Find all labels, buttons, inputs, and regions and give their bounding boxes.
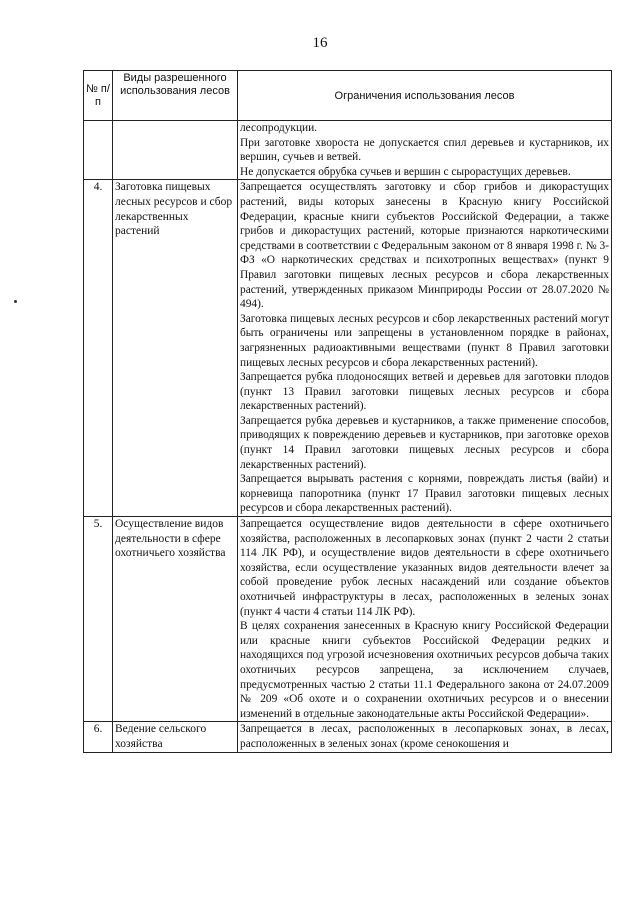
restriction-paragraph: Запрещается осуществлять заготовку и сбор грибов и дикорастущих растений, виды которых занесены в Красную книгу Российской Федерации, красные книги субъектов Российской Федерации, а также грибов и дикорастущих растений, которые признаются наркотическими средствами в соответствии с Федеральным законом от 8 января 1998 г. № 3-ФЗ «О наркотических средствах и психотропных веществах» (пункт 9 Правил заготовки пищевых лесных ресурсов и сбора лекарственных растений, утвержденных приказом Минприроды России от 28.07.2020 № 494). xyxy=(240,181,609,311)
restriction-paragraph: Заготовка пищевых лесных ресурсов и сбор лекарственных растений могут быть ограничены или запрещены в установленном порядке в районах, загрязненных радиоактивными веществами (пункт 8 Правил заготовки пищевых лесных ресурсов и сбора лекарственных растений). xyxy=(240,312,609,369)
header-num: № п/п xyxy=(84,71,113,121)
row-kind: Ведение сельского хозяйства xyxy=(113,722,238,752)
restriction-paragraph: Запрещается рубка плодоносящих ветвей и деревьев для заготовки плодов (пункт 13 Правил заготовки пищевых лесных ресурсов и сбора лекарственных растений). xyxy=(240,371,609,413)
restriction-paragraph: Не допускается обрубка сучьев и вершин с сырорастущих деревьев. xyxy=(240,165,571,178)
forest-use-restrictions-table xyxy=(83,70,612,753)
restriction-paragraph: лесопродукции. xyxy=(240,122,318,134)
row-kind: Заготовка пищевых лесных ресурсов и сбор лекарственных растений xyxy=(113,180,238,517)
table-header-row xyxy=(84,71,612,121)
table-row xyxy=(84,121,612,180)
restriction-paragraph: В целях сохранения занесенных в Красную книгу Российской Федерации или красные книги субъектов Российской Федерации редких и находящихся под угрозой исчезновения охотничьих ресурсов добыча таких охотничьих ресурсов запрещена, за исключением случаев, предусмотренных частью 2 статьи 11.1 Федерального закона от 24.07.2009 № 209 «Об охоте и о сохранении охотничьих ресурсов и о внесении изменений в отдельные законодательные акты Российской Федерации». xyxy=(240,620,609,720)
row-kind xyxy=(113,121,238,180)
row-number xyxy=(84,121,113,180)
row-number: 4. xyxy=(84,180,113,517)
row-number: 6. xyxy=(84,722,113,752)
restriction-paragraph: При заготовке хвороста не допускается спил деревьев и кустарников, их вершин, сучьев и ветвей. xyxy=(240,136,609,164)
scan-dot xyxy=(14,300,17,303)
page-number: 16 xyxy=(312,35,328,51)
restriction-paragraph: Запрещается осуществление видов деятельности в сфере охотничьего хозяйства, расположенных в лесопарковых зонах (пункт 2 части 2 статьи 114 ЛК РФ), и осуществление видов деятельности в сфере охотничьего хозяйства, если осуществление указанных видов деятельности влечет за собой проведение рубок лесных насаждений или создание объектов охотничьей инфраструктуры в лесах, расположенных в зеленых зонах (пункт 4 части 4 статьи 114 ЛК РФ). xyxy=(240,518,609,618)
restriction-paragraph: Запрещается рубка деревьев и кустарников, а также применение способов, приводящих к повреждению деревьев и кустарников, при заготовке орехов (пункт 14 Правил заготовки пищевых лесных ресурсов и сбора лекарственных растений). xyxy=(240,414,609,471)
row-number: 5. xyxy=(84,517,113,722)
header-kind: Виды разрешенного использования лесов xyxy=(113,71,238,121)
row-kind: Осуществление видов деятельности в сфере охотничьего хозяйства xyxy=(113,517,238,722)
table-row xyxy=(84,722,612,752)
restriction-paragraph: Запрещается вырывать растения с корнями, повреждать листья (вайи) и корневища папоротника (пункт 17 Правил заготовки пищевых лесных ресурсов и сбора лекарственных растений). xyxy=(240,473,609,515)
header-restriction: Ограничения использования лесов xyxy=(238,71,612,121)
row-restriction xyxy=(238,517,612,722)
row-restriction xyxy=(238,722,612,752)
row-restriction xyxy=(238,180,612,517)
table-row xyxy=(84,517,612,722)
restriction-paragraph: Запрещается в лесах, расположенных в лесопарковых зонах, в лесах, расположенных в зеленых зонах (кроме сенокошения и xyxy=(240,723,609,750)
row-restriction xyxy=(238,121,612,180)
table-row xyxy=(84,180,612,517)
